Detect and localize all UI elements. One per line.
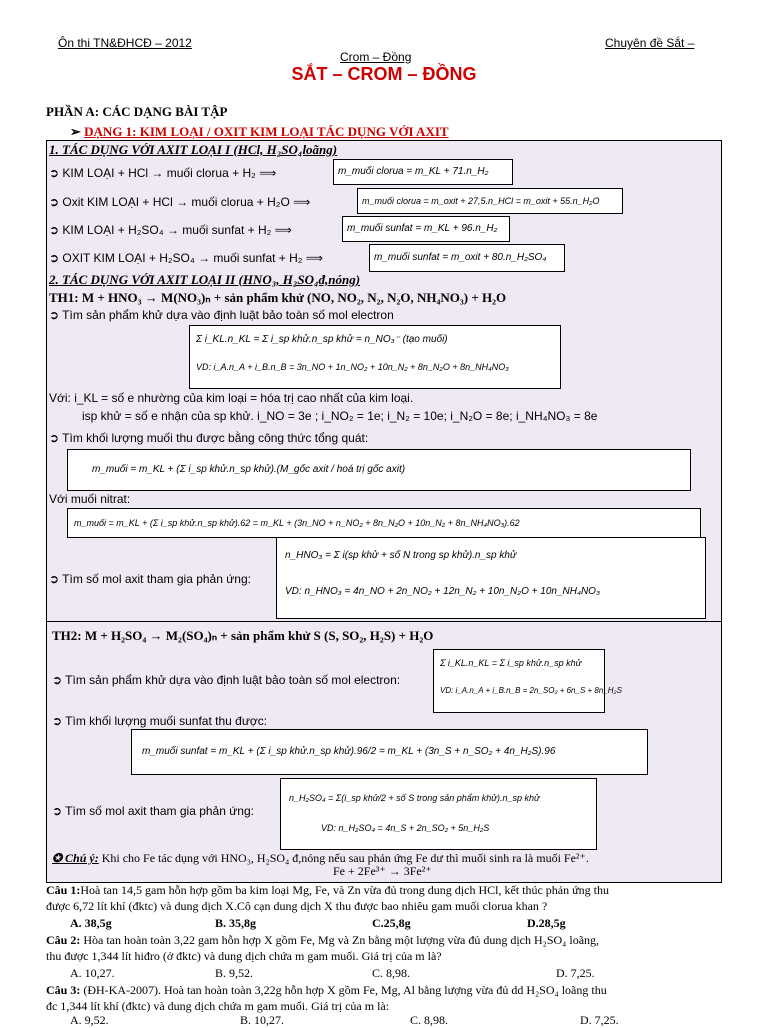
question-2-line2: thu được 1,344 lít hiđro (ở đktc) và dung dịch chứa m gam muối. Giá trị của m là? [46,949,442,963]
formula-box-nitrat: m_muối = m_KL + (Σ i_sp khử.n_sp khử).62 = m_KL + (3n_NO + n_NO₂ + 8n_N₂O + 10n_N₂ + 8n_NH₄NO₃).62 [67,508,701,538]
th2-note [52,851,589,866]
question-3: Câu 3: (ĐH-KA-2007). Hoà tan hoàn toàn 3,22g hỗn hợp X gồm Fe, Mg, Al bằng lượng vừa đủ dd H₂SO₄ loãng thu [46,983,607,997]
formula-box-salt-mass: m_muối = m_KL + (Σ i_sp khử.n_sp khử).(M_gốc axit / hoá trị gốc axit) [67,449,691,491]
q1-option-b: B. 35,8g [215,916,257,930]
q1-option-c: C.25,8g [372,916,411,930]
q2-option-a: A. 10,27. [70,966,115,980]
sec2-heading: 2. TÁC DỤNG VỚI AXIT LOẠI II (HNO₃, H₂SO₄đ,nóng) [49,272,361,287]
formula-electron-a: Σ i_KL.n_KL = Σ i_sp khử.n_sp khử = n_NO₃⁻ (tạo muối) [196,334,448,345]
formula-acid-b: VD: n_HNO₃ = 4n_NO + 2n_NO₂ + 12n_N₂ + 10n_N₂O + 10n_NH₄NO₃ [285,586,600,597]
sec1-row4: ➲ OXIT KIM LOẠI + H₂SO₄ → muối sunfat + H₂ ⟹ [49,251,323,265]
formula-box-1: m_muối clorua = m_KL + 71.n_H₂ [333,159,513,185]
sec2-bullet-1: ➲ Tìm sản phẩm khử dựa vào định luật bảo toàn số mol electron [49,308,394,322]
sec2-nitrat-label: Với muối nitrat: [49,492,131,506]
sec1-row2: ➲ Oxit KIM LOẠI + HCl → muối clorua + H₂O ⟹ [49,195,311,209]
formula-box-3: m_muối sunfat = m_KL + 96.n_H₂ [342,216,510,242]
page-title: SẮT – CROM – ĐỒNG [291,64,477,84]
question-1-line2: được 6,72 lít khí (đktc) và dung dịch X.Cô cạn dung dịch X thu được bao nhiêu gam muối clorua khan ? [46,899,548,913]
part-a-heading: PHẦN A: CÁC DẠNG BÀI TẬP [46,104,228,119]
th2-bullet-2: ➲ Tìm khối lượng muối sunfat thu được: [52,714,268,728]
formula-th2-electron-a: Σ i_KL.n_KL = Σ i_sp khử.n_sp khử [440,658,582,668]
th1-heading: TH1: M + HNO₃ → M(NO₃)ₙ + sản phẩm khử (NO, NO₂, N₂, N₂O, NH₄NO₃) + H₂O [49,290,507,305]
formula-box-2: m_muối clorua = m_oxit + 27,5.n_HCl = m_oxit + 55.n_H₂O [357,188,623,214]
q3-option-a: A. 9,52. [70,1013,109,1027]
formula-electron-b: VD: i_A.n_A + i_B.n_B = 3n_NO + 1n_NO₂ + 10n_N₂ + 8n_N₂O + 8n_NH₄NO₃ [196,362,509,372]
formula-box-acid-mol [276,537,706,619]
question-3-line2: đc 1,344 lít khí (đktc) và dung dịch chứa m gam muối. Giá trị của m là: [46,999,390,1013]
q3-option-d: D. 7,25. [580,1013,619,1027]
sec1-heading: 1. TÁC DỤNG VỚI AXIT LOẠI I (HCl, H₂SO₄loãng) [49,142,338,157]
sec2-note-2: isp khử = số e nhận của sp khử. i_NO = 3e ; i_NO₂ = 1e; i_N₂ = 10e; i_N₂O = 8e; i_NH₄NO₃ = 8e [82,409,598,423]
formula-th2-acid-a: n_H₂SO₄ = Σ(i_sp khử/2 + số S trong sản phẩm khử).n_sp khử [289,793,540,803]
header-left: Ôn thi TN&ĐHCĐ – 2012 [58,36,192,50]
q1-option-d: D.28,5g [527,916,566,930]
formula-box-th2-electron [433,649,622,713]
dang1-heading: ➢ DẠNG 1: KIM LOẠI / OXIT KIM LOẠI TÁC DỤNG VỚI AXIT [70,124,449,139]
sec1-row3: ➲ KIM LOẠI + H₂SO₄ → muối sunfat + H₂ ⟹ [49,223,292,237]
sec1-row1: ➲ KIM LOẠI + HCl → muối clorua + H₂ ⟹ [49,166,277,180]
q3-option-c: C. 8,98. [410,1013,449,1027]
formula-th2-acid-b: VD: n_H₂SO₄ = 4n_S + 2n_SO₂ + 5n_H₂S [321,823,490,833]
q2-option-c: C. 8,98. [372,966,411,980]
formula-box-sunfat: m_muối sunfat = m_KL + (Σ i_sp khử.n_sp khử).96/2 = m_KL + (3n_S + n_SO₂ + 4n_H₂S).96 [131,729,648,775]
q1-option-a: A. 38,5g [70,916,112,930]
note-label: ✪ Chú ý: [52,851,99,865]
sec2-bullet-3: ➲ Tìm số mol axit tham gia phản ứng: [49,572,251,586]
formula-box-4: m_muối sunfat = m_oxit + 80.n_H₂SO₄ [369,244,565,272]
header-right-cont: Crom – Đồng [340,50,412,64]
sec2-note-1: Với: i_KL = số e nhường của kim loại = hóa trị cao nhất của kim loại. [49,391,414,405]
q2-option-d: D. 7,25. [556,966,595,980]
sec2-bullet-2: ➲ Tìm khối lượng muối thu được bằng công thức tổng quát: [49,431,369,445]
th2-bullet-1: ➲ Tìm sản phẩm khử dựa vào định luật bảo toàn số mol electron: [52,673,401,687]
q2-option-b: B. 9,52. [215,966,254,980]
header-right: Chuyên đề Sắt – [605,36,695,50]
arrow-bullet-icon: ➢ [70,124,81,139]
th2-heading: TH2: M + H₂SO₄ → M₂(SO₄)ₙ + sản phẩm khử S (S, SO₂, H₂S) + H₂O [52,628,434,643]
question-1: Câu 1:Hoà tan 14,5 gam hỗn hợp gồm ba kim loại Mg, Fe, và Zn vừa đủ trong dung dịch HCl, kết thúc phản ứng thu [46,883,609,897]
formula-acid-a: n_HNO₃ = Σ i(sp khử + số N trong sp khử).n_sp khử [285,550,517,561]
th2-bullet-3: ➲ Tìm số mol axit tham gia phản ứng: [52,804,254,818]
question-2: Câu 2: Hòa tan hoàn toàn 3,22 gam hỗn hợp X gồm Fe, Mg và Zn bằng một lượng vừa đủ dung dịch H₂SO₄ loãng, [46,933,600,947]
note-text: Khi cho Fe tác dụng với HNO₃, H₂SO₄ đ,nóng nếu sau phản ứng Fe dư thì muối sinh ra là muối Fe²⁺. [98,851,589,865]
th2-note-equation: Fe + 2Fe³⁺ → 3Fe²⁺ [333,864,432,878]
formula-box-th2-acid [280,778,597,850]
q3-option-b: B. 10,27. [240,1013,285,1027]
formula-box-electron [189,325,561,389]
formula-th2-electron-b: VD: i_A.n_A + i_B.n_B = 2n_SO₂ + 6n_S + 8n_H₂S [440,686,622,695]
